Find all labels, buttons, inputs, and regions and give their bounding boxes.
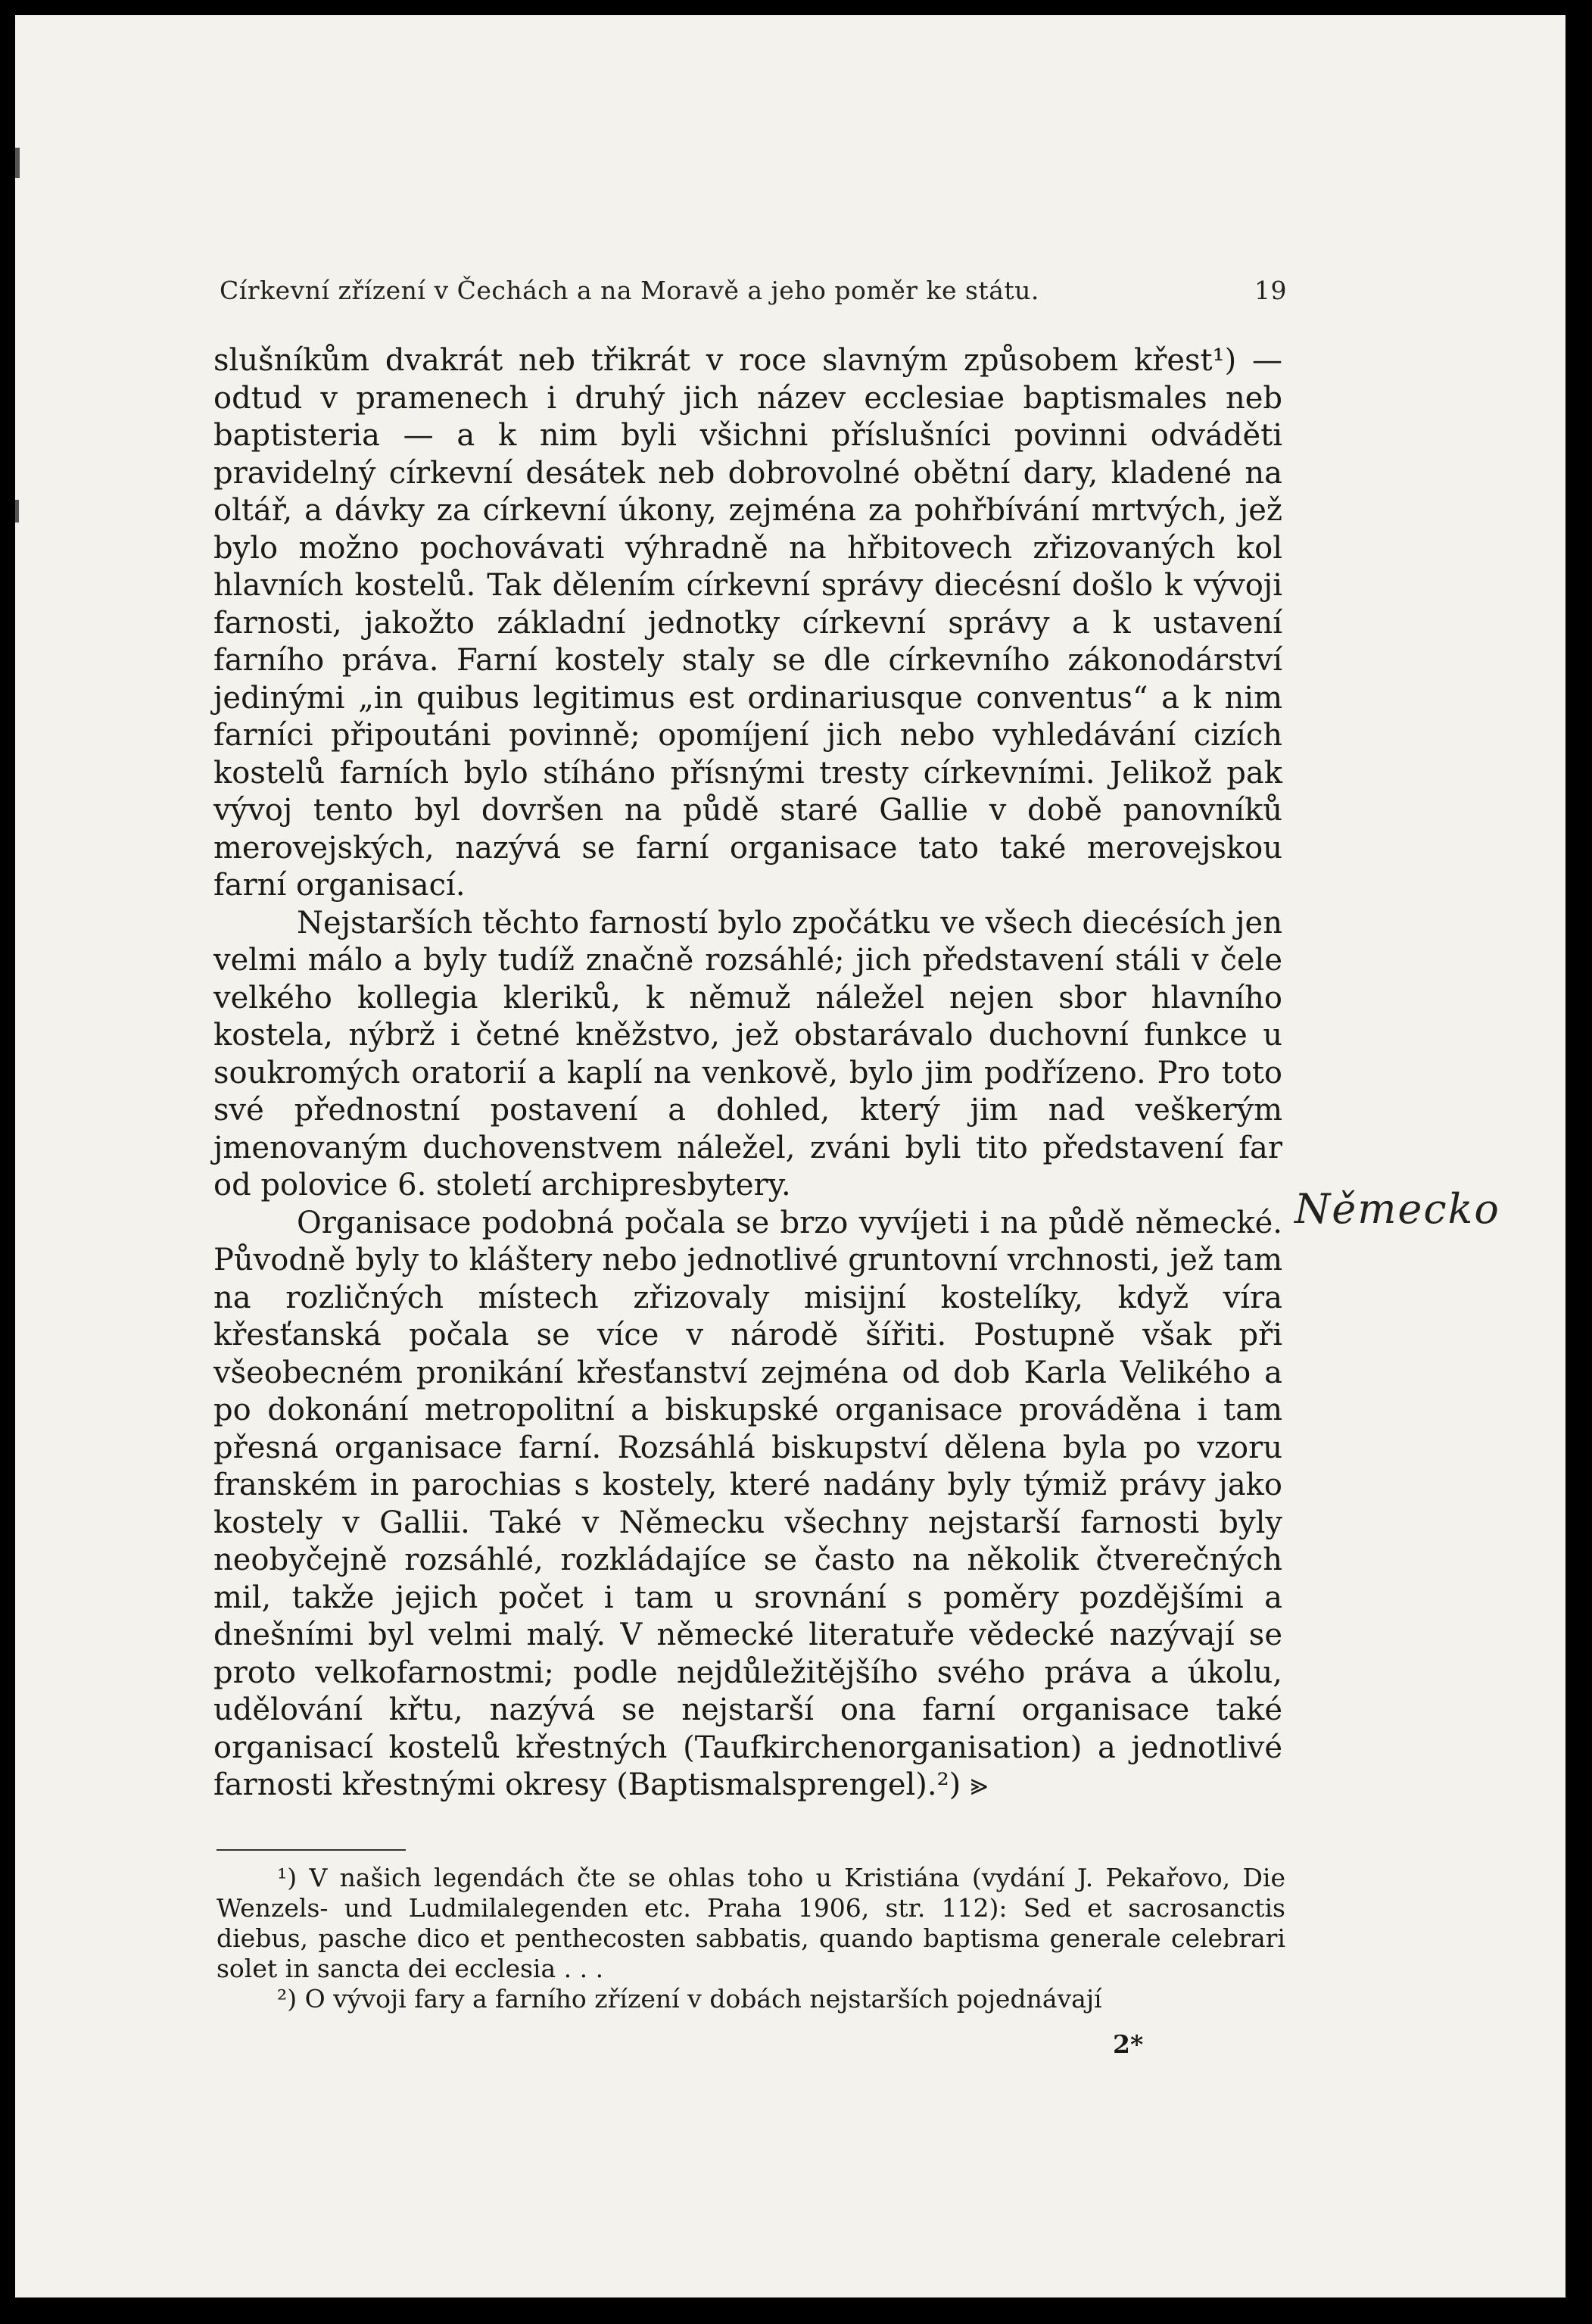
handwritten-margin-note: Německo bbox=[1294, 1185, 1500, 1233]
footnote-rule bbox=[217, 1849, 406, 1851]
scan-edge-mark bbox=[15, 500, 19, 523]
paragraph-3: Organisace podobná počala se brzo vyvíjeti i na půdě německé. Původně byly to kláštery nebo jednotlivé gruntovní vrchnosti, jež tam na rozličných místech zřizovaly misijní kostelíky, když víra křesťanská počala se více v národě šířiti. Postupně však při všeobecném pronikání křesťanství zejména od dob Karla Velikého a po dokonání metropolitní a biskupské organisace prováděna i tam přesná organisace farní. Rozsáhlá biskupství dělena byla po vzoru franském in parochias s kostely, které nadány byly týmiž právy jako kostely v Gallii. Také v Německu všechny nejstarší farnosti byly neobyčejně rozsáhlé, rozkládajíce se často na několik čtverečných mil, takže jejich počet i tam u srovnání s poměry pozdějšími a dnešními byl velmi malý. V německé literatuře vědecké nazývají se proto velkofarnostmi; podle nejdůležitějšího svého práva a úkolu, udělování křtu, nazývá se nejstarší ona farní organisace také organisací kostelů křestných (Taufkirchenorganisation) a jednotlivé farnosti křestnými okresy (Baptismalsprengel).²) ⪢ bbox=[213, 1205, 1282, 1802]
signature-mark: 2* bbox=[1113, 2029, 1144, 2059]
scanned-page bbox=[15, 15, 1566, 2297]
main-text bbox=[213, 342, 1282, 1805]
running-title: Církevní zřízení v Čechách a na Moravě a jeho poměr ke státu. bbox=[220, 276, 1039, 305]
footnotes bbox=[217, 1863, 1285, 2014]
page-number: 19 bbox=[1254, 276, 1287, 305]
paragraph-1: slušníkům dvakrát neb třikrát v roce slavným způsobem křest¹) — odtud v pramenech i druhý jich název ecclesiae baptismales neb baptisteria — a k nim byli všichni příslušníci povinni odváděti pravidelný církevní desátek neb dobrovolné obětní dary, kladené na oltář, a dávky za církevní úkony, zejména za pohřbívání mrtvých, jež bylo možno pochovávati výhradně na hřbitovech zřizovaných kol hlavních kostelů. Tak dělením církevní správy diecésní došlo k vývoji farnosti, jakožto základní jednotky církevní správy a k ustavení farního práva. Farní kostely staly se dle církevního zákonodárství jedinými „in quibus legitimus est ordinariusque conventus“ a k nim farníci připoutáni povinně; opomíjení jich nebo vyhledávání cizích kostelů farních bylo stíháno přísnými tresty církevními. Jelikož pak vývoj tento byl dovršen na půdě staré Gallie v době panovníků merovejských, nazývá se farní organisace tato také merovejskou farní organisací. bbox=[213, 343, 1282, 903]
scan-edge-mark bbox=[15, 148, 20, 178]
paragraph-2: Nejstarších těchto farností bylo zpočátku ve všech diecésích jen velmi málo a byly tudíž značně rozsáhlé; jich představení stáli v čele velkého kollegia kleriků, k němuž náležel nejen sbor hlavního kostela, nýbrž i četné kněžstvo, jež obstarávalo duchovní funkce u soukromých oratorií a kaplí na venkově, bylo jim podřízeno. Pro toto své přednostní postavení a dohled, který jim nad veškerým jmenovaným duchovenstvem náležel, zváni byli tito představení far od polovice 6. století archipresbytery. bbox=[213, 905, 1282, 1203]
footnote-1: ¹) V našich legendách čte se ohlas toho u Kristiána (vydání J. Pekařovo, Die Wenzels- und Ludmilalegenden etc. Praha 1906, str. 112): Sed et sacrosanctis diebus, pasche dico et penthecosten sabbatis, quando baptisma generale celebrari solet in sancta dei ecclesia . . . bbox=[217, 1863, 1285, 1983]
running-header bbox=[220, 276, 1287, 305]
footnote-2: ²) O vývoji fary a farního zřízení v dobách nejstarších pojednávají bbox=[277, 1984, 1102, 2014]
